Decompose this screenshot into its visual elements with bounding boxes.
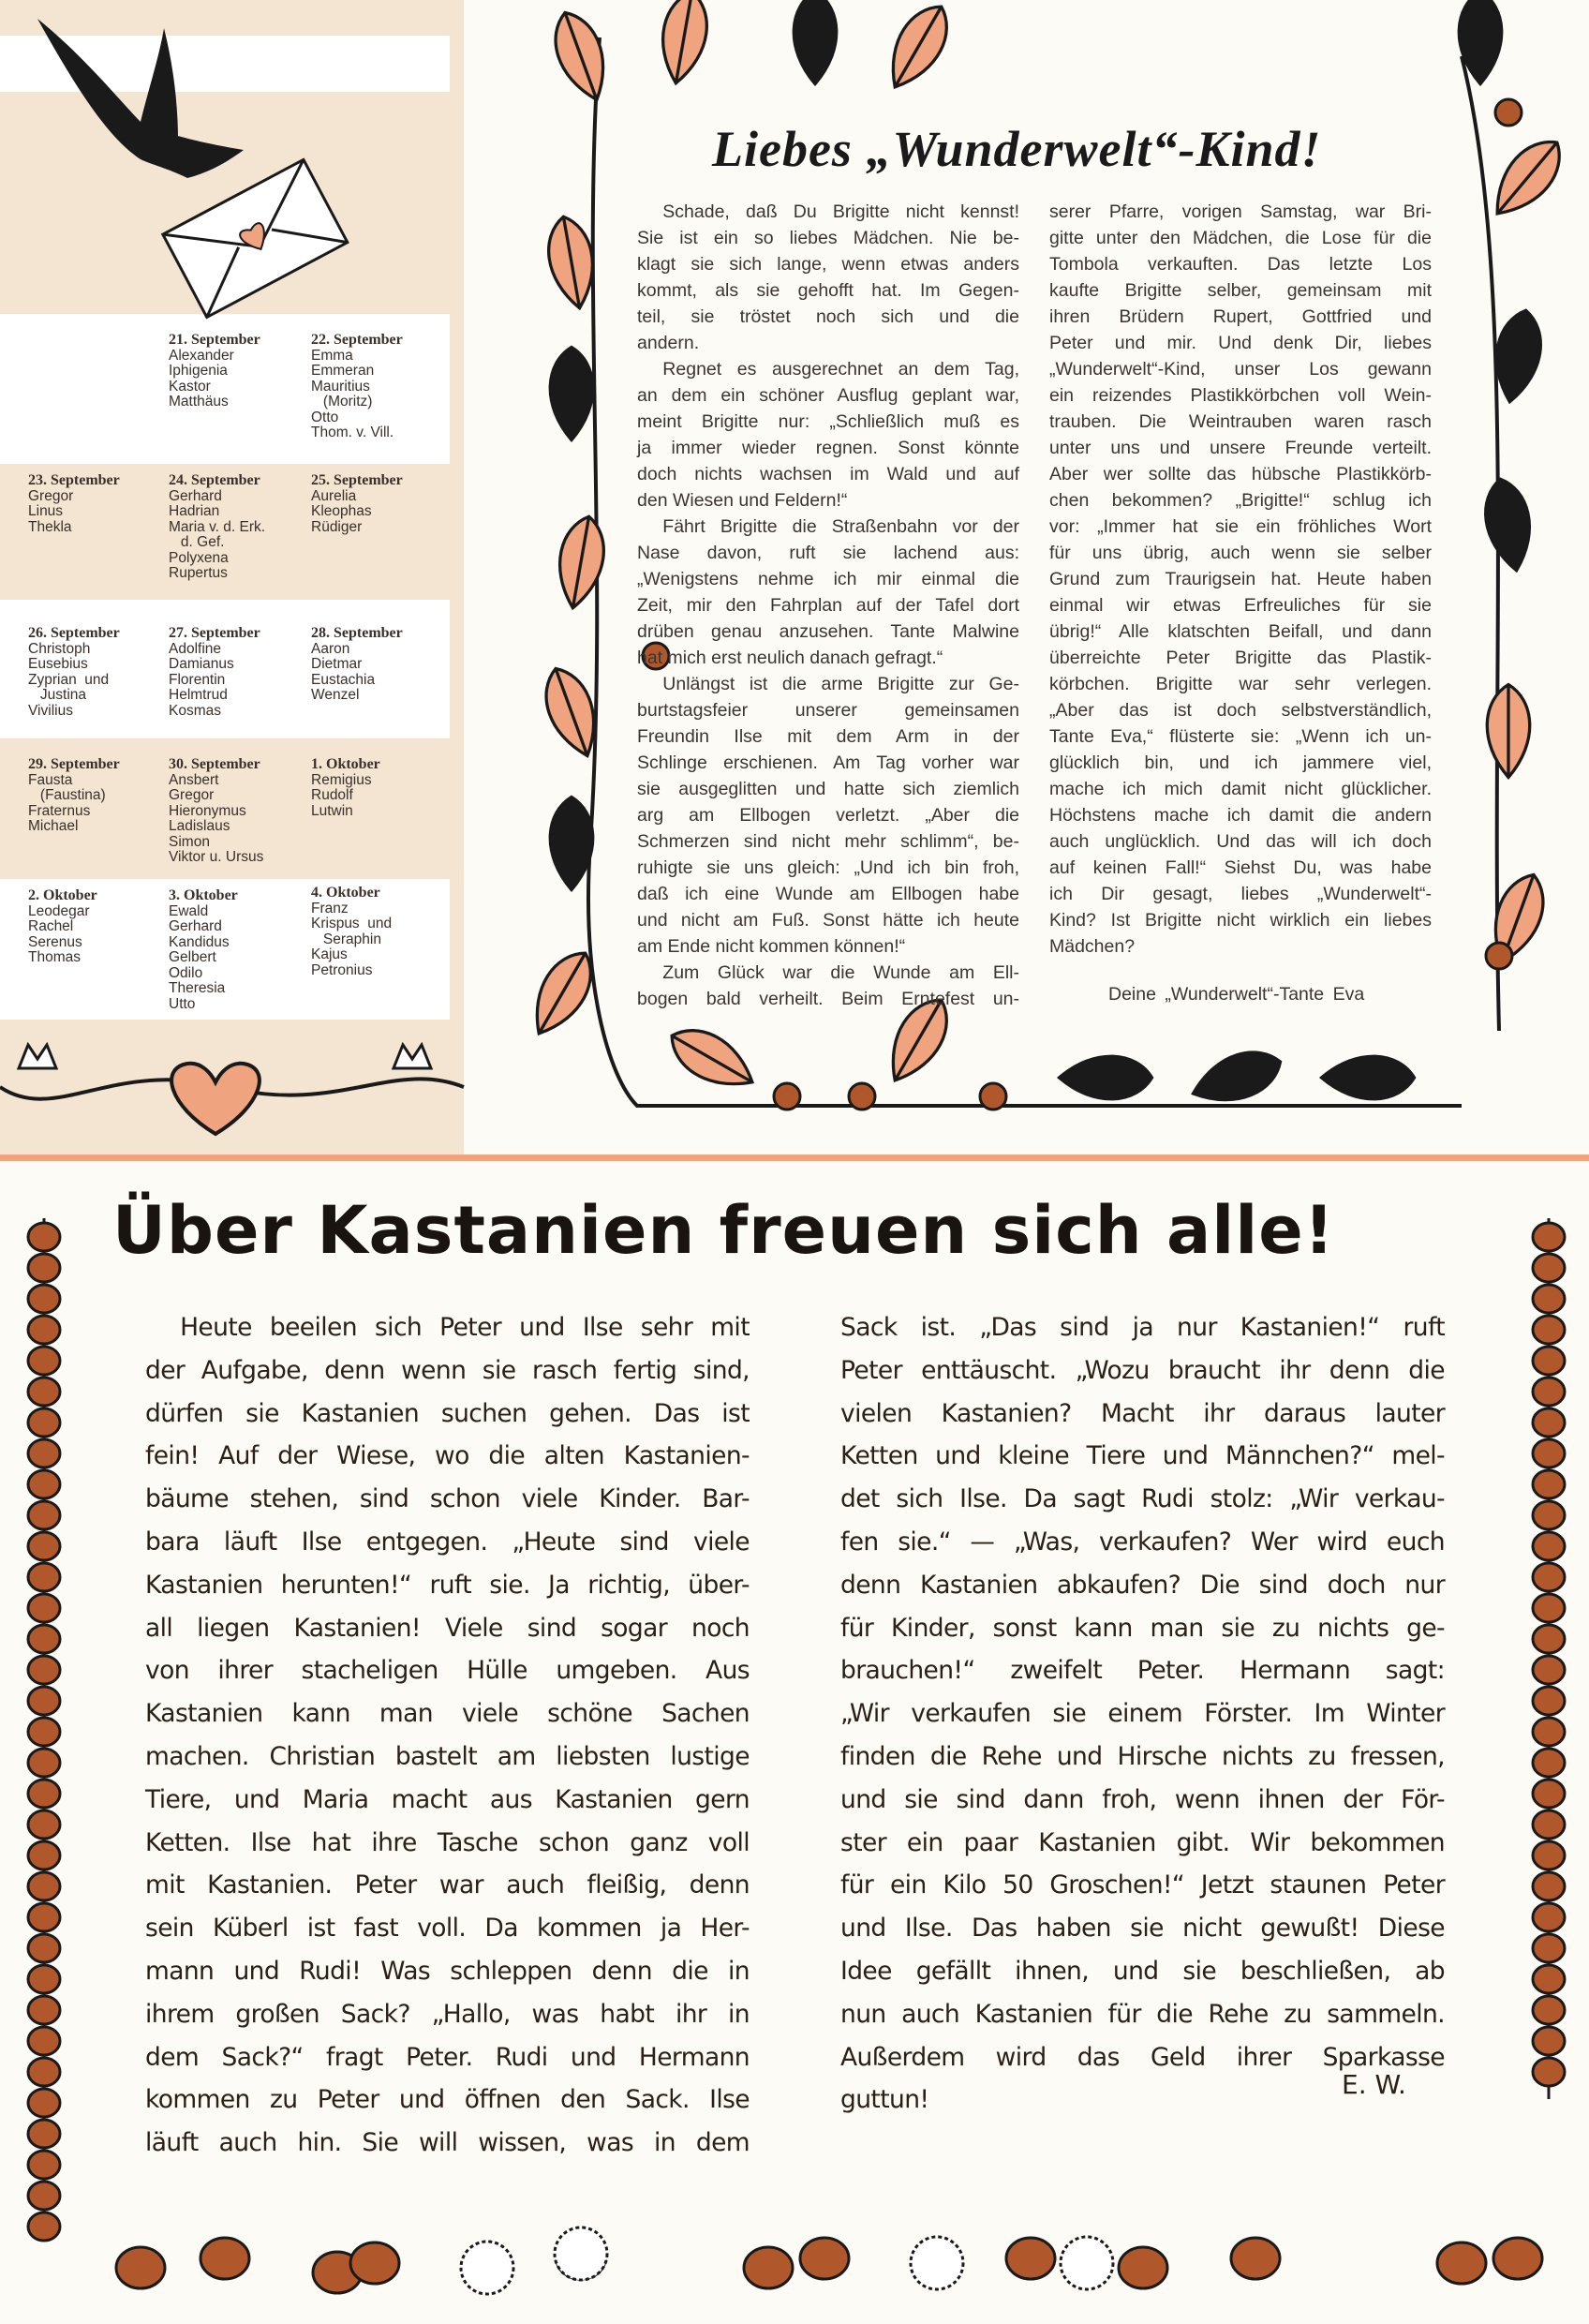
text-line: Freundin Ilse mit dem Arm in der bbox=[637, 726, 1019, 747]
calendar-date: 21. September bbox=[169, 332, 260, 348]
chestnut-icon bbox=[1533, 1470, 1565, 1498]
leaf-icon bbox=[1060, 1056, 1152, 1098]
text-line: läuft auch hin. Sie will wissen, was in dem bbox=[145, 2128, 750, 2158]
calendar-date: 28. September bbox=[311, 625, 403, 641]
chestnut-icon bbox=[28, 1285, 60, 1313]
chestnut-icon bbox=[1533, 1594, 1565, 1622]
calendar-day bbox=[28, 473, 169, 535]
calendar-date: 22. September bbox=[311, 332, 403, 348]
text-line: und Ilse. Das haben sie nicht gewußt! Diese bbox=[840, 1914, 1445, 1944]
chestnut-icon bbox=[1533, 1439, 1565, 1467]
text-line: sie ausgeglitten und hatte sich ziemlich bbox=[637, 779, 1019, 799]
text-line: Höchstens mache ich damit die andern bbox=[1049, 805, 1432, 826]
text-line: ruhigte sie uns gleich: „Und ich bin froh, bbox=[637, 857, 1019, 878]
chestnut-icon bbox=[1533, 1501, 1565, 1529]
text-line: teil, sie tröstet noch sich und die bbox=[637, 306, 1019, 327]
calendar-date: 4. Oktober bbox=[311, 885, 380, 901]
text-line: überreichte Peter Brigitte das Plastik- bbox=[1049, 648, 1432, 668]
leaf-icon bbox=[1186, 1042, 1288, 1114]
text-line: übrig!“ Alle klatschten Beifall, und dann bbox=[1049, 621, 1432, 642]
chestnut-icon bbox=[28, 1841, 60, 1870]
saint-names: Remigius Rudolf Lutwin bbox=[311, 771, 372, 819]
calendar-day bbox=[169, 888, 309, 1012]
letter-column-left bbox=[637, 199, 1019, 1012]
calendar-date: 23. September bbox=[28, 472, 120, 488]
text-line: doch nichts wachsen im Wald und auf bbox=[637, 464, 1019, 484]
chestnut-icon bbox=[1533, 1316, 1565, 1344]
text-line: Tombola verkauften. Das letzte Los bbox=[1049, 254, 1432, 275]
saint-names: Fausta (Faustina) Fraternus Michael bbox=[28, 771, 106, 834]
chestnut-icon bbox=[28, 1625, 60, 1653]
text-line: an dem ein schöner Ausflug geplant war, bbox=[637, 385, 1019, 406]
text-line: finden die Rehe und Hirsche nichts zu fressen, bbox=[840, 1741, 1445, 1771]
text-line: all liegen Kastanien! Viele sind sogar noch bbox=[145, 1613, 750, 1643]
text-line: Peter und mir. Und denk Dir, liebes bbox=[1049, 333, 1432, 353]
text-line: mache ich mich damit nicht glücklicher. bbox=[1049, 779, 1432, 799]
text-line: einmal wir etwas Erfreuliches für sie bbox=[1049, 595, 1432, 616]
text-line: Sack ist. „Das sind ja nur Kastanien!“ ruft bbox=[840, 1313, 1445, 1342]
text-line: mann und Rudi! Was schleppen denn die in bbox=[145, 1956, 750, 1986]
spiky-husk-icon bbox=[461, 2242, 513, 2294]
calendar-day bbox=[169, 333, 309, 410]
letter-title: Liebes „Wunderwelt“-Kind! bbox=[712, 121, 1322, 177]
chestnut-figure-icon bbox=[744, 2247, 793, 2288]
text-line: vor: „Immer hat sie ein fröhliches Wort bbox=[1049, 516, 1432, 537]
calendar-date: 25. September bbox=[311, 472, 403, 488]
chestnut-burr-icon bbox=[774, 1083, 800, 1110]
chestnut-icon bbox=[28, 1749, 60, 1777]
text-line: trauben. Die Weintrauben waren rasch bbox=[1049, 411, 1432, 432]
text-line: Peter enttäuscht. „Wozu braucht ihr denn die bbox=[840, 1355, 1445, 1385]
text-line: andern. bbox=[637, 333, 700, 353]
text-line: Regnet es ausgerechnet an dem Tag, bbox=[662, 359, 1019, 380]
text-line: klagt sie sich lange, wenn etwas anders bbox=[637, 254, 1019, 275]
chestnut-icon bbox=[28, 1378, 60, 1406]
leaf-icon bbox=[877, 0, 960, 97]
heart-garland-decoration bbox=[0, 1031, 464, 1153]
tulip-icon bbox=[19, 1045, 431, 1068]
chestnut-icon bbox=[28, 2212, 60, 2241]
swallow-icon bbox=[37, 19, 244, 178]
text-line: „Wunderwelt“-Kind, unser Los gewann bbox=[1049, 359, 1432, 380]
text-line: Ketten und kleine Tiere und Männchen?“ mel- bbox=[840, 1441, 1445, 1471]
leaf-icon bbox=[1487, 685, 1529, 778]
text-line: nun auch Kastanien für die Rehe zu sammeln. bbox=[840, 1999, 1445, 2029]
envelope-icon bbox=[163, 159, 348, 317]
chestnut-icon bbox=[1533, 1749, 1565, 1777]
chestnut-icon bbox=[1533, 1625, 1565, 1653]
chestnut-icon bbox=[28, 1439, 60, 1467]
chestnut-figure-icon bbox=[800, 2238, 849, 2279]
saint-names: Emma Emmeran Mauritius (Moritz) Otto Thom. v. Vill. bbox=[311, 347, 394, 440]
chestnut-icon bbox=[1533, 1687, 1565, 1715]
chestnut-icon bbox=[1533, 1903, 1565, 1931]
chestnut-icon bbox=[1533, 1996, 1565, 2024]
calendar-day bbox=[169, 626, 309, 719]
calendar-date: 1. Oktober bbox=[311, 756, 380, 772]
text-line: für uns übrig, auch wenn sie selber bbox=[1049, 543, 1432, 563]
spiky-husk-icon bbox=[555, 2227, 607, 2280]
chestnut-icon bbox=[28, 2027, 60, 2055]
leaf-icon bbox=[1481, 128, 1573, 227]
text-line: Kastanien herunten!“ ruft sie. Ja richtig, über- bbox=[145, 1570, 750, 1600]
text-line: ich Dir gesagt, liebes „Wunderwelt“- bbox=[1049, 884, 1432, 904]
chestnut-icon bbox=[28, 1656, 60, 1684]
chestnut-figure-icon bbox=[1119, 2247, 1167, 2288]
chestnut-icon bbox=[28, 1934, 60, 1962]
chestnut-icon bbox=[1533, 1223, 1565, 1251]
swallow-with-envelope-illustration bbox=[0, 0, 468, 309]
text-line: dürfen sie Kastanien suchen gehen. Das ist bbox=[145, 1398, 750, 1428]
text-line: Kind? Ist Brigitte nicht wirklich ein liebes bbox=[1049, 910, 1432, 931]
letter-column-right bbox=[1049, 199, 1432, 960]
text-line: kaufte Brigitte selber, gemeinsam mit bbox=[1049, 280, 1432, 301]
chestnut-burr-icon bbox=[849, 1083, 875, 1110]
chestnut-icon bbox=[1533, 2027, 1565, 2055]
text-line: brauchen!“ zweifelt Peter. Hermann sagt: bbox=[840, 1656, 1445, 1686]
chestnut-icon bbox=[28, 1996, 60, 2024]
story-title: Über Kastanien freuen sich alle! bbox=[112, 1192, 1335, 1269]
text-line: fein! Auf der Wiese, wo die alten Kastanien- bbox=[145, 1441, 750, 1471]
text-line: machen. Christian bastelt am liebsten lustige bbox=[145, 1741, 750, 1771]
chestnut-icon bbox=[1533, 1810, 1565, 1839]
text-line: am Ende nicht kommen können!“ bbox=[637, 936, 906, 957]
text-line: auf keinen Fall!“ Siehst Du, was habe bbox=[1049, 857, 1432, 878]
chestnut-figure-icon bbox=[1493, 2238, 1542, 2279]
saint-names: Alexander Iphigenia Kastor Matthäus bbox=[169, 347, 234, 410]
chestnut-icon bbox=[1533, 1872, 1565, 1900]
text-line: burtstagsfeier unserer gemeinsamen bbox=[637, 700, 1019, 721]
text-line: Tante Eva,“ flüsterte sie: „Wenn ich un- bbox=[1049, 726, 1432, 747]
chestnut-icon bbox=[1533, 1254, 1565, 1282]
chestnut-icon bbox=[1533, 1563, 1565, 1591]
text-line: gitte unter den Mädchen, die Lose für die bbox=[1049, 228, 1432, 248]
saint-names: Aurelia Kleophas Rüdiger bbox=[311, 487, 372, 535]
calendar-day bbox=[28, 626, 169, 719]
chestnut-icon bbox=[28, 1316, 60, 1344]
text-line: ein reizendes Plastikkörbchen voll Wein- bbox=[1049, 385, 1432, 406]
text-line: daß ich eine Wunde am Ellbogen habe bbox=[637, 884, 1019, 904]
chestnut-icon bbox=[1533, 1934, 1565, 1962]
chestnut-icon bbox=[1533, 1378, 1565, 1406]
text-line: für ein Kilo 50 Groschen!“ Jetzt staunen Peter bbox=[840, 1870, 1445, 1900]
text-line: det sich Ilse. Da sagt Rudi stolz: „Wir verkau- bbox=[840, 1484, 1445, 1514]
chestnut-icon bbox=[28, 1254, 60, 1282]
calendar-day bbox=[311, 886, 452, 978]
text-line: serer Pfarre, vorigen Samstag, war Bri- bbox=[1049, 201, 1432, 222]
saint-names: Gerhard Hadrian Maria v. d. Erk. d. Gef. Polyxena Rupertus bbox=[169, 487, 266, 581]
text-line: ja immer wieder regnen. Sonst könnte bbox=[637, 438, 1019, 458]
text-line: Nase davon, ruft sie lachend aus: bbox=[637, 543, 1019, 563]
text-line: Zeit, mir den Fahrplan auf der Tafel dort bbox=[637, 595, 1019, 616]
chestnut-icon bbox=[1533, 1965, 1565, 1993]
calendar-day bbox=[311, 626, 452, 704]
text-line: von ihrer stacheligen Hülle umgeben. Aus bbox=[145, 1656, 750, 1686]
chestnut-icon bbox=[28, 1687, 60, 1715]
leaf-icon bbox=[1322, 1056, 1415, 1098]
text-line: auch unglücklich. Und das will ich doch bbox=[1049, 831, 1432, 852]
calendar-date: 24. September bbox=[169, 472, 260, 488]
chestnut-icon bbox=[28, 2182, 60, 2210]
text-line: vielen Kastanien? Macht ihr daraus lauter bbox=[840, 1398, 1445, 1428]
chestnut-icon bbox=[28, 1965, 60, 1993]
calendar-day bbox=[169, 757, 309, 866]
saint-names: Gregor Linus Thekla bbox=[28, 487, 74, 535]
calendar-day bbox=[28, 888, 169, 966]
chestnut-figure-icon bbox=[1006, 2238, 1055, 2279]
chestnut-icon bbox=[28, 2058, 60, 2086]
calendar-date: 29. September bbox=[28, 756, 120, 772]
text-line: Unlängst ist die arme Brigitte zur Ge- bbox=[662, 674, 1019, 694]
text-line: und nicht am Fuß. Sonst hätte ich heute bbox=[637, 910, 1019, 931]
text-line: denn Kastanien abkaufen? Die sind doch nur bbox=[840, 1570, 1445, 1600]
text-line: bogen bald verheilt. Beim Erntefest un- bbox=[637, 989, 1019, 1009]
leaf-icon bbox=[550, 348, 592, 440]
chestnut-figure-icon bbox=[350, 2242, 399, 2284]
leaf-icon bbox=[550, 797, 592, 890]
chestnut-icon bbox=[28, 2120, 60, 2148]
calendar-day bbox=[311, 333, 452, 441]
chestnut-icon bbox=[28, 2151, 60, 2179]
chestnut-burr-icon bbox=[980, 1083, 1006, 1110]
text-line: Ketten. Ilse hat ihre Tasche schon ganz voll bbox=[145, 1827, 750, 1857]
chestnut-icon bbox=[1533, 1347, 1565, 1375]
chestnut-icon bbox=[1533, 1718, 1565, 1746]
chestnut-icon bbox=[1533, 1656, 1565, 1684]
spiky-husk-icon bbox=[1061, 2237, 1113, 2289]
spiky-husk-icon bbox=[911, 2237, 963, 2289]
saint-names: Aaron Dietmar Eustachia Wenzel bbox=[311, 640, 376, 703]
leaf-icon bbox=[545, 6, 617, 108]
calendar-date: 27. September bbox=[169, 625, 260, 641]
chestnut-figure-icon bbox=[1231, 2238, 1280, 2279]
chestnut-icon bbox=[28, 1532, 60, 1560]
chestnut-icon bbox=[1533, 1841, 1565, 1870]
calendar-date: 30. September bbox=[169, 756, 260, 772]
text-line: kommt, als sie gehofft hat. Im Gegen- bbox=[637, 280, 1019, 301]
chestnut-icon bbox=[28, 1408, 60, 1437]
text-line: hat mich erst neulich danach gefragt.“ bbox=[637, 648, 943, 668]
chestnut-icon bbox=[28, 1810, 60, 1839]
text-line: Schmerzen sind nicht mehr schlimm“, be- bbox=[637, 831, 1019, 852]
text-line: ster ein paar Kastanien gibt. Wir bekommen bbox=[840, 1827, 1445, 1857]
chestnut-icon bbox=[28, 1347, 60, 1375]
story-author: E. W. bbox=[1342, 2069, 1406, 2100]
text-line: Mädchen? bbox=[1049, 936, 1136, 957]
text-line: Außerdem wird das Geld ihrer Sparkasse bbox=[840, 2042, 1445, 2072]
leaf-icon bbox=[794, 0, 836, 83]
saint-names: Leodegar Rachel Serenus Thomas bbox=[28, 902, 90, 965]
saint-names: Ansbert Gregor Hieronymus Ladislaus Simon Viktor u. Ursus bbox=[169, 771, 264, 865]
text-line: arg am Ellbogen verletzt. „Aber die bbox=[637, 805, 1019, 826]
chestnut-icon bbox=[1533, 2058, 1565, 2086]
chestnut-burr-icon bbox=[1486, 943, 1512, 969]
text-line: meint Brigitte nur: „Schließlich muß es bbox=[637, 411, 1019, 432]
text-line: den Wiesen und Feldern!“ bbox=[637, 490, 848, 511]
text-line: „Wenigstens nehme ich mir einmal die bbox=[637, 569, 1019, 589]
text-line: „Aber das ist doch selbstverständlich, bbox=[1049, 700, 1432, 721]
text-line: glücklich bin, und ich jammere viel, bbox=[1049, 752, 1432, 773]
text-line: guttun! bbox=[840, 2085, 929, 2115]
calendar-day bbox=[28, 757, 169, 835]
chestnut-figure-icon bbox=[1437, 2242, 1486, 2284]
text-line: „Wir verkaufen sie einem Förster. Im Winter bbox=[840, 1699, 1445, 1729]
text-line: kommen zu Peter und öffnen den Sack. Ilse bbox=[145, 2085, 750, 2115]
calendar-date: 2. Oktober bbox=[28, 887, 97, 903]
calendar-day bbox=[311, 757, 452, 819]
saint-names: Adolfine Damianus Florentin Helmtrud Kosmas bbox=[169, 640, 234, 719]
text-line: chen bekommen? „Brigitte!“ schlug ich bbox=[1049, 490, 1432, 511]
chain-string bbox=[44, 1218, 1549, 2240]
text-line: Grund zum Traurigsein hat. Heute haben bbox=[1049, 569, 1432, 589]
chestnut-chain-border bbox=[0, 1162, 1589, 2324]
chestnut-icon bbox=[1533, 1408, 1565, 1437]
text-line: mit Kastanien. Peter war auch fleißig, denn bbox=[145, 1870, 750, 1900]
text-line: bäume stehen, sind schon viele Kinder. Bar- bbox=[145, 1484, 750, 1514]
text-line: drüben genau anzusehen. Tante Malwine bbox=[637, 621, 1019, 642]
text-line: Tiere, und Maria macht aus Kastanien gern bbox=[145, 1784, 750, 1814]
chestnut-icon bbox=[28, 1718, 60, 1746]
text-line: für Kinder, sonst kann man sie zu nichts ge- bbox=[840, 1613, 1445, 1643]
leaf-icon bbox=[1479, 475, 1537, 574]
text-line: Schade, daß Du Brigitte nicht kennst! bbox=[662, 201, 1019, 222]
chestnut-icon bbox=[1533, 1780, 1565, 1808]
text-line: Schlinge erschienen. Am Tag vorher war bbox=[637, 752, 1019, 773]
calendar-date: 3. Oktober bbox=[169, 887, 238, 903]
saint-names: Franz Krispus und Seraphin Kajus Petronius bbox=[311, 900, 393, 978]
text-line: Idee gefällt ihnen, und sie beschließen, ab bbox=[840, 1956, 1445, 1986]
chestnut-icon bbox=[28, 1563, 60, 1591]
text-line: Kastanien kann man viele schöne Sachen bbox=[145, 1699, 750, 1729]
text-line: Aber wer sollte das hübsche Plastikkörb- bbox=[1049, 464, 1432, 484]
text-line: Zum Glück war die Wunde am Ell- bbox=[662, 962, 1019, 983]
text-line: ihren Brüdern Rupert, Gottfried und bbox=[1049, 306, 1432, 327]
calendar-day bbox=[169, 473, 309, 582]
saint-names: Christoph Eusebius Zyprian und Justina Vivilius bbox=[28, 640, 110, 719]
text-line: ihrem großen Sack? „Hallo, was habt ihr in bbox=[145, 1999, 750, 2029]
chestnut-icon bbox=[28, 1780, 60, 1808]
text-line: fen sie.“ — „Was, verkaufen? Wer wird euch bbox=[840, 1527, 1445, 1557]
chestnut-icon bbox=[1533, 1285, 1565, 1313]
text-line: der Aufgabe, denn wenn sie rasch fertig sind, bbox=[145, 1355, 750, 1385]
letter-signature: Deine „Wunderwelt“-Tante Eva bbox=[1108, 984, 1365, 1005]
leaf-icon bbox=[552, 513, 610, 611]
chestnut-figure-icon bbox=[200, 2238, 249, 2279]
chestnut-icon bbox=[28, 1470, 60, 1498]
text-line: Heute beeilen sich Peter und Ilse sehr mit bbox=[180, 1313, 750, 1342]
chestnut-burr-icon bbox=[1495, 99, 1522, 126]
text-line: und sie sind dann froh, wenn ihnen der För- bbox=[840, 1784, 1445, 1814]
calendar-date: 26. September bbox=[28, 625, 120, 641]
chestnut-icon bbox=[28, 1872, 60, 1900]
calendar-day bbox=[311, 473, 452, 535]
section-divider bbox=[0, 1155, 1589, 1161]
chestnut-icon bbox=[28, 2089, 60, 2117]
text-line: unter uns und unsere Freunde verteilt. bbox=[1049, 438, 1432, 458]
saint-names: Ewald Gerhard Kandidus Gelbert Odilo Theresia Utto bbox=[169, 902, 230, 1012]
leaf-icon bbox=[661, 1018, 763, 1101]
chestnut-icon bbox=[28, 1903, 60, 1931]
chestnut-icon bbox=[28, 1223, 60, 1251]
text-line: sein Küberl ist fast voll. Da kommen ja Her- bbox=[145, 1914, 750, 1944]
text-line: Fährt Brigitte die Straßenbahn vor der bbox=[662, 516, 1019, 537]
chestnut-figure-icon bbox=[116, 2247, 165, 2288]
text-line: Sie ist ein so liebes Mädchen. Nie be- bbox=[637, 228, 1019, 248]
text-line: bara läuft Ilse entgegen. „Heute sind viele bbox=[145, 1527, 750, 1557]
heart-icon bbox=[171, 1064, 260, 1134]
text-line: dem Sack?“ fragt Peter. Rudi und Hermann bbox=[145, 2042, 750, 2072]
chestnut-icon bbox=[1533, 1532, 1565, 1560]
chestnut-icon bbox=[28, 1501, 60, 1529]
text-line: körbchen. Brigitte war sehr verlegen. bbox=[1049, 674, 1432, 694]
leaf-icon bbox=[655, 0, 713, 87]
chestnut-icon bbox=[28, 1594, 60, 1622]
